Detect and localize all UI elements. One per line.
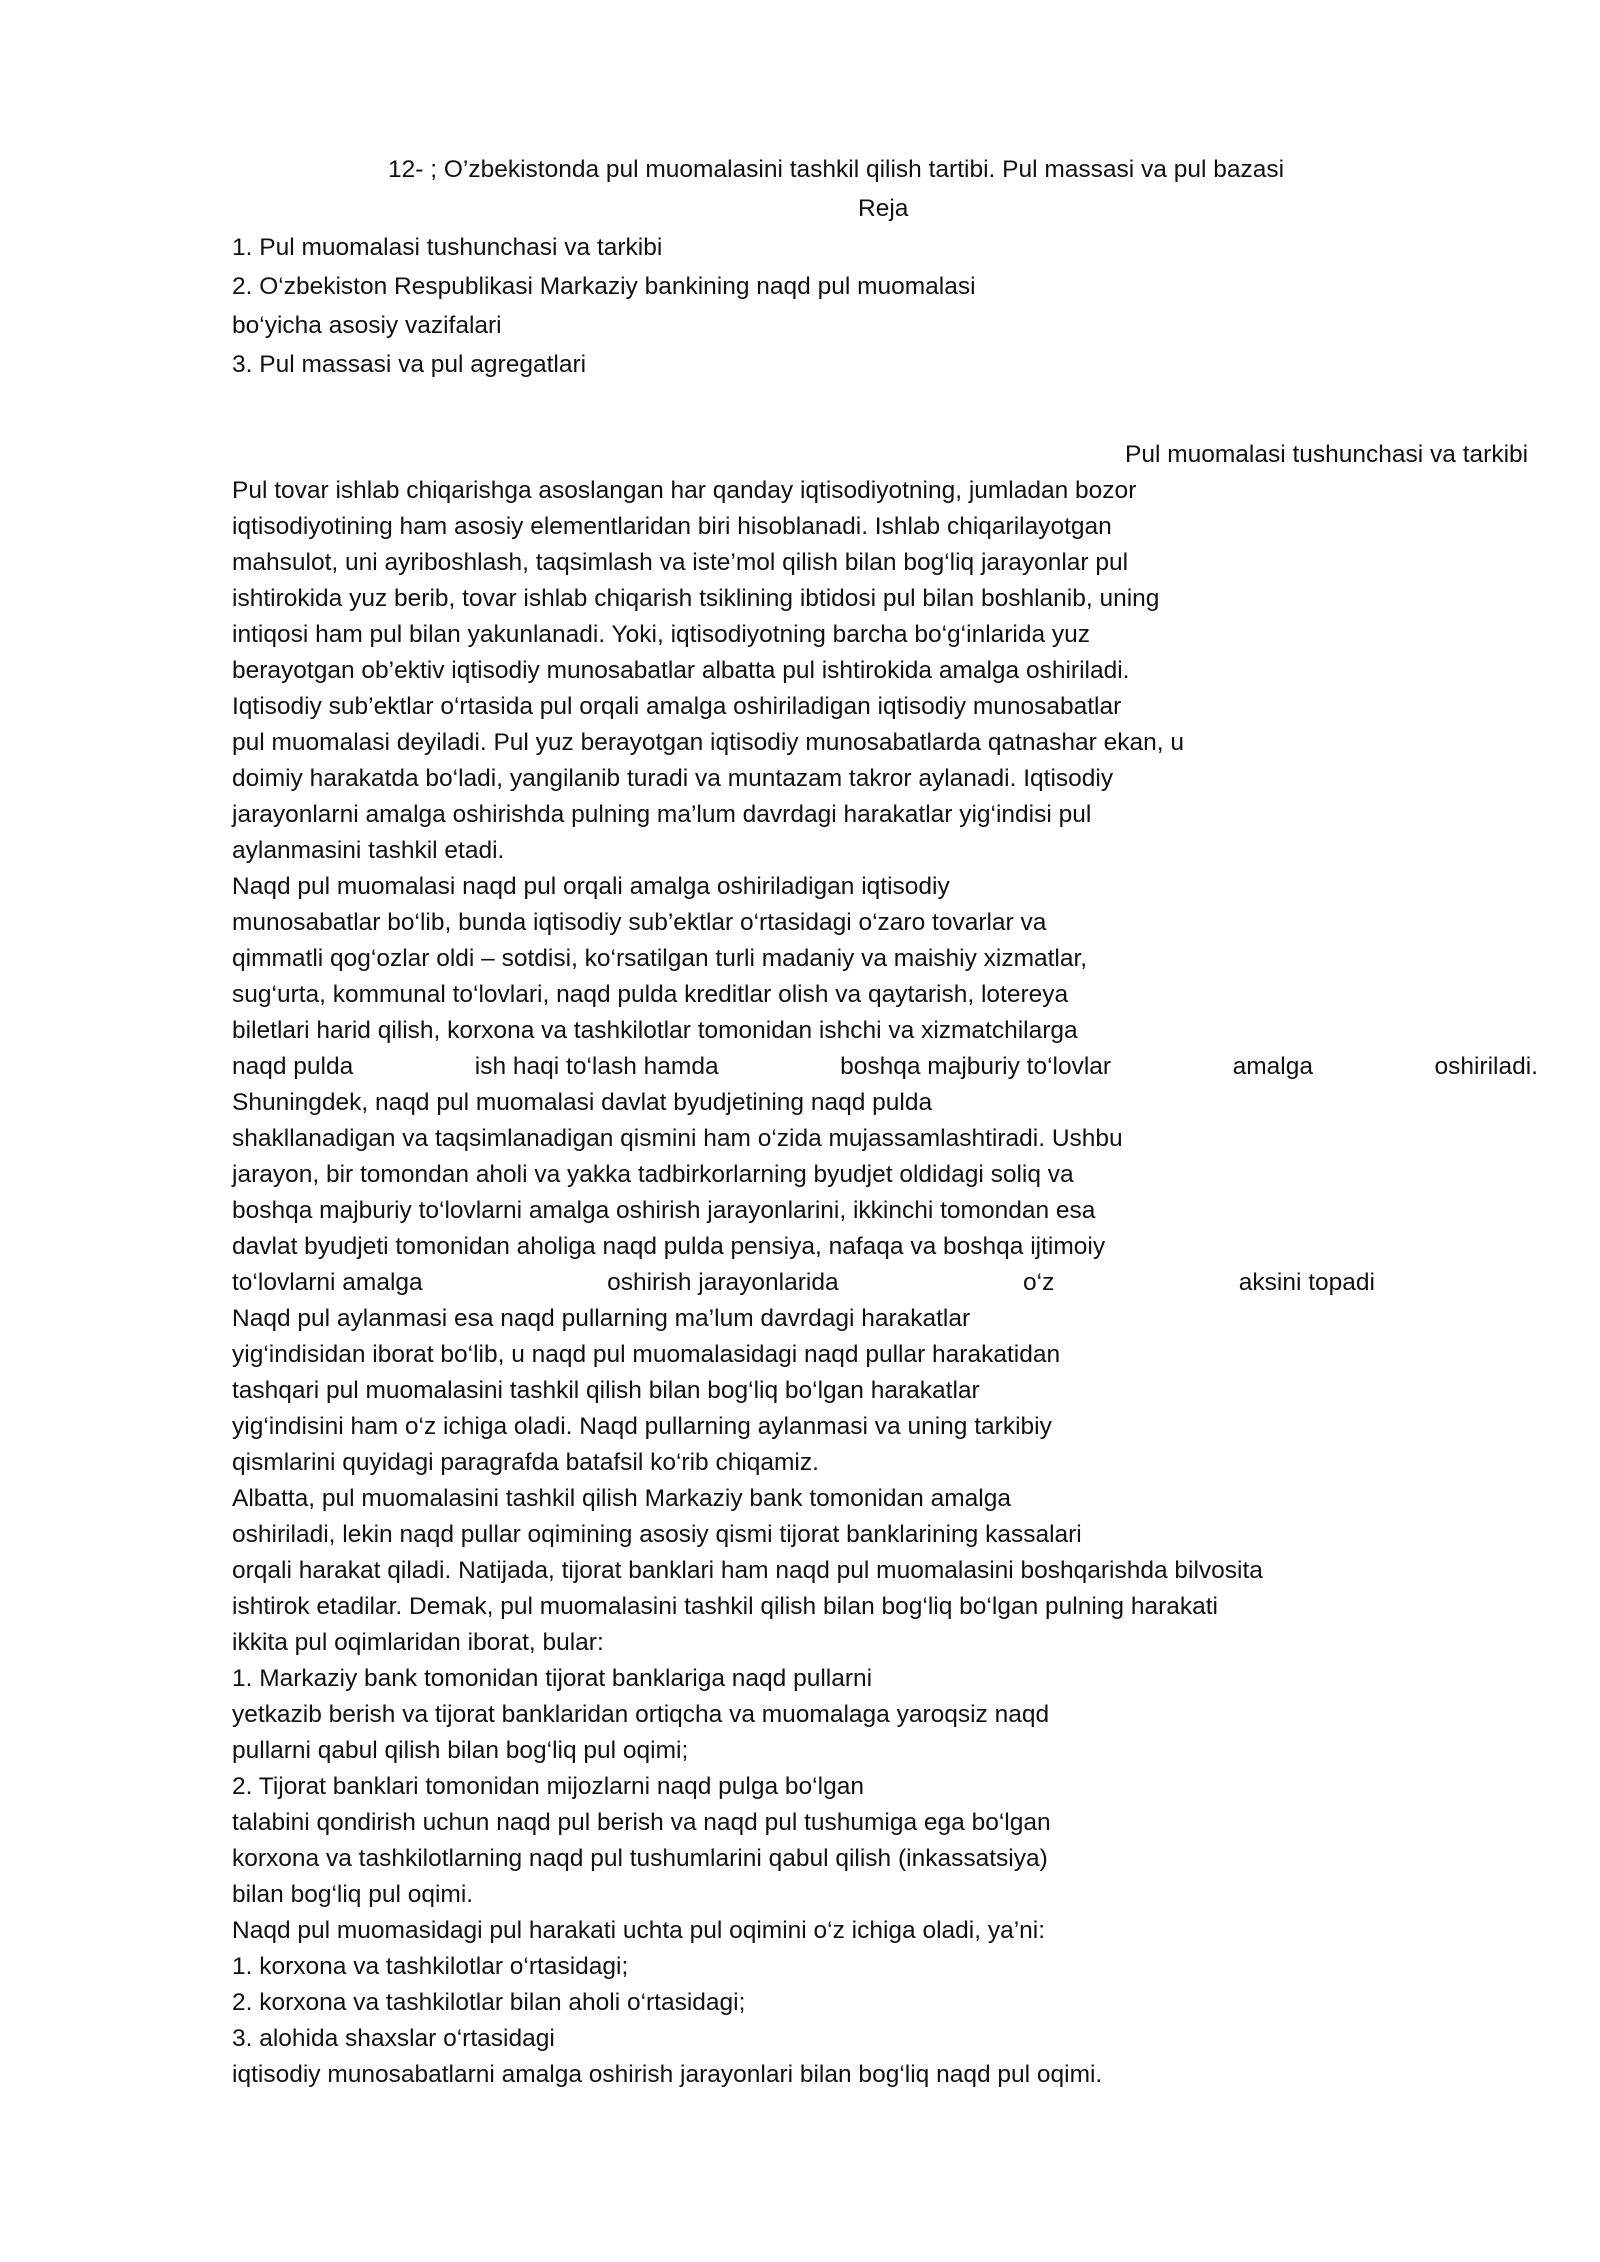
body-line: berayotgan ob’ektiv iqtisodiy munosabatlar albatta pul ishtirokida amalga oshiriladi. <box>232 657 1130 684</box>
word: o‘z <box>1023 1269 1055 1296</box>
plan-item: 3. Pul massasi va pul agregatlari <box>232 351 587 378</box>
body-line: boshqa majburiy to‘lovlarni amalga oshirish jarayonlarini, ikkinchi tomondan esa <box>232 1197 1096 1224</box>
body-line: bilan bog‘liq pul oqimi. <box>232 1881 474 1908</box>
body-line: aylanmasini tashkil etadi. <box>232 837 505 864</box>
body-line: talabini qondirish uchun naqd pul berish va naqd pul tushumiga ega bo‘lgan <box>232 1809 1051 1836</box>
body-line: iqtisodiy munosabatlarni amalga oshirish jarayonlari bilan bog‘liq naqd pul oqimi. <box>232 2061 1103 2088</box>
body-line: davlat byudjeti tomonidan aholiga naqd pulda pensiya, nafaqa va boshqa ijtimoiy <box>232 1233 1106 1260</box>
body-line: pullarni qabul qilish bilan bog‘liq pul oqimi; <box>232 1737 689 1764</box>
section-heading: Pul muomalasi tushunchasi va tarkibi <box>1125 441 1529 468</box>
body-line: mahsulot, uni ayriboshlash, taqsimlash va iste’mol qilish bilan bog‘liq jarayonlar pul <box>232 549 1129 576</box>
plan-heading: Reja <box>858 195 909 222</box>
body-line: Naqd pul aylanmasi esa naqd pullarning ma’lum davrdagi harakatlar <box>232 1305 971 1332</box>
body-line: doimiy harakatda bo‘ladi, yangilanib turadi va muntazam takror aylanadi. Iqtisodiy <box>232 765 1114 792</box>
justified-line <box>232 1265 1375 1301</box>
body-line: pul muomalasi deyiladi. Pul yuz berayotgan iqtisodiy munosabatlarda qatnashar ekan, u <box>232 729 1184 756</box>
word: ish haqi to‘lash hamda <box>474 1053 719 1080</box>
body-line: yig‘indisidan iborat bo‘lib, u naqd pul muomalasidagi naqd pullar harakatidan <box>232 1341 1061 1368</box>
body-line: Naqd pul muomalasi naqd pul orqali amalga oshiriladigan iqtisodiy <box>232 873 950 900</box>
body-line: qimmatli qog‘ozlar oldi – sotdisi, ko‘rsatilgan turli madaniy va maishiy xizmatlar, <box>232 945 1088 972</box>
body-line: 1. korxona va tashkilotlar o‘rtasidagi; <box>232 1953 629 1980</box>
word: oshirish jarayonlarida <box>607 1269 839 1296</box>
body-line: 2. korxona va tashkilotlar bilan aholi o‘rtasidagi; <box>232 1989 746 2016</box>
body-line: Iqtisodiy sub’ektlar o‘rtasida pul orqali amalga oshiriladigan iqtisodiy munosabatlar <box>232 693 1122 720</box>
plan-item: bo‘yicha asosiy vazifalari <box>232 312 502 339</box>
plan-item: 2. O‘zbekiston Respublikasi Markaziy bankining naqd pul muomalasi <box>232 273 976 300</box>
body-line: ishtirok etadilar. Demak, pul muomalasini tashkil qilish bilan bog‘liq bo‘lgan pulning harakati <box>232 1593 1218 1620</box>
word: boshqa majburiy to‘lovlar <box>840 1053 1112 1080</box>
body-line: biletlari harid qilish, korxona va tashkilotlar tomonidan ishchi va xizmatchilarga <box>232 1017 1078 1044</box>
body-line: yig‘indisini ham o‘z ichiga oladi. Naqd pullarning aylanmasi va uning tarkibiy <box>232 1413 1052 1440</box>
body-line: 3. alohida shaxslar o‘rtasidagi <box>232 2025 555 2052</box>
body-line: iqtisodiyotining ham asosiy elementlaridan biri hisoblanadi. Ishlab chiqarilayotgan <box>232 513 1112 540</box>
word: to‘lovlarni amalga <box>232 1269 423 1296</box>
body-line: 1. Markaziy bank tomonidan tijorat banklariga naqd pullarni <box>232 1665 873 1692</box>
body-line: ishtirokida yuz berib, tovar ishlab chiqarish tsiklining ibtidosi pul bilan boshlanib, uning <box>232 585 1160 612</box>
body-line: ikkita pul oqimlaridan iborat, bular: <box>232 1629 604 1656</box>
body-line: intiqosi ham pul bilan yakunlanadi. Yoki, iqtisodiyotning barcha bo‘g‘inlarida yuz <box>232 621 1091 648</box>
body-line: shakllanadigan va taqsimlanadigan qismini ham o‘zida mujassamlashtiradi. Ushbu <box>232 1125 1123 1152</box>
body-line: 2. Tijorat banklari tomonidan mijozlarni naqd pulga bo‘lgan <box>232 1773 864 1800</box>
body-line: Shuningdek, naqd pul muomalasi davlat byudjetining naqd pulda <box>232 1089 933 1116</box>
body-line: qismlarini quyidagi paragrafda batafsil ko‘rib chiqamiz. <box>232 1449 819 1476</box>
body-line: tashqari pul muomalasini tashkil qilish bilan bog‘liq bo‘lgan harakatlar <box>232 1377 980 1404</box>
word: oshiriladi. <box>1434 1053 1538 1080</box>
body-line: munosabatlar bo‘lib, bunda iqtisodiy sub’ektlar o‘rtasidagi o‘zaro tovarlar va <box>232 909 1047 936</box>
body-line: orqali harakat qiladi. Natijada, tijorat banklari ham naqd pul muomalasini boshqarishda bilvosita <box>232 1557 1263 1584</box>
document-title: 12- ; O’zbekistonda pul muomalasini tashkil qilish tartibi. Pul massasi va pul bazasi <box>388 156 1285 183</box>
body-line: korxona va tashkilotlarning naqd pul tushumlarini qabul qilish (inkassatsiya) <box>232 1845 1048 1872</box>
word: amalga <box>1232 1053 1313 1080</box>
body-line: Albatta, pul muomalasini tashkil qilish Markaziy bank tomonidan amalga <box>232 1485 1011 1512</box>
body-line: jarayon, bir tomondan aholi va yakka tadbirkorlarning byudjet oldidagi soliq va <box>232 1161 1074 1188</box>
body-line: oshiriladi, lekin naqd pullar oqimining asosiy qismi tijorat banklarining kassalari <box>232 1521 1082 1548</box>
body-line: Pul tovar ishlab chiqarishga asoslangan har qanday iqtisodiyotning, jumladan bozor <box>232 477 1137 504</box>
word: aksini topadi <box>1238 1269 1375 1296</box>
body-line: sug‘urta, kommunal to‘lovlari, naqd pulda kreditlar olish va qaytarish, lotereya <box>232 981 1069 1008</box>
body-line: yetkazib berish va tijorat banklaridan ortiqcha va muomalaga yaroqsiz naqd <box>232 1701 1050 1728</box>
word: naqd pulda <box>232 1053 354 1080</box>
body-line: jarayonlarni amalga oshirishda pulning ma’lum davrdagi harakatlar yig‘indisi pul <box>232 801 1092 828</box>
plan-item: 1. Pul muomalasi tushunchasi va tarkibi <box>232 234 663 261</box>
justified-line <box>232 1049 1538 1085</box>
body-line: Naqd pul muomasidagi pul harakati uchta pul oqimini o‘z ichiga oladi, ya’ni: <box>232 1917 1046 1944</box>
